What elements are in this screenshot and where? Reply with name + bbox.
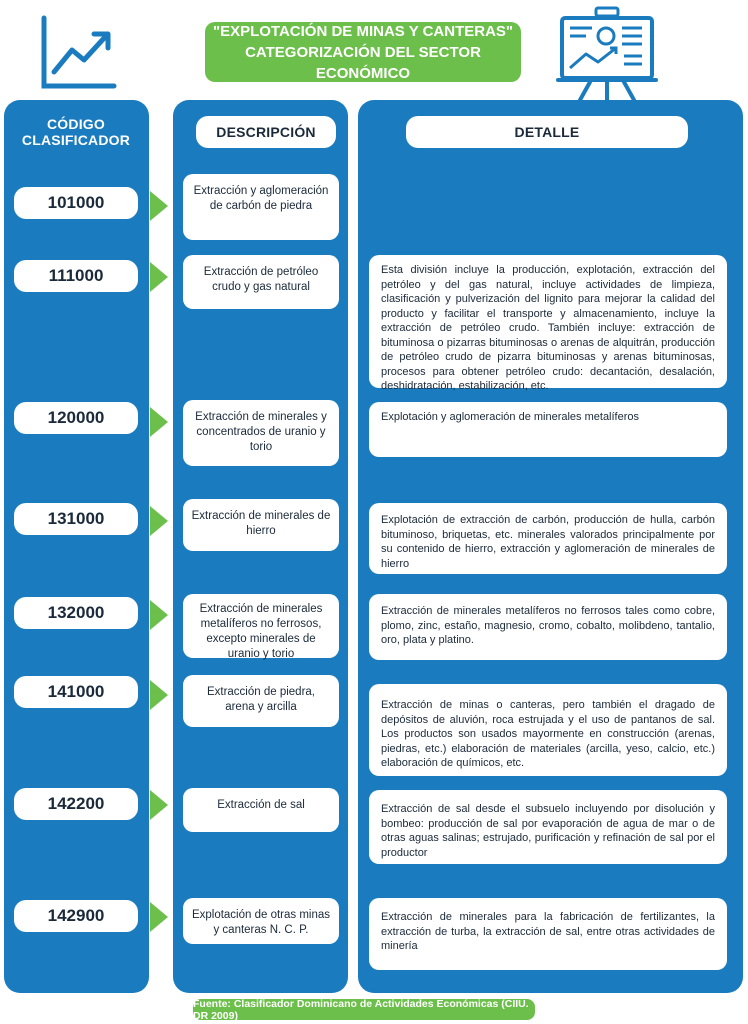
row-arrow	[150, 790, 168, 820]
code-142900: 142900	[14, 900, 138, 932]
code-141000: 141000	[14, 676, 138, 708]
title-line-2: CATEGORIZACIÓN DEL SECTOR ECONÓMICO	[245, 43, 481, 82]
description-142200: Extracción de sal	[183, 788, 339, 832]
source-footer: Fuente: Clasificador Dominicano de Actividades Económicas (CIIU. DR 2009)	[193, 999, 535, 1020]
detail-111000: Esta división incluye la producción, explotación, extracción del petróleo y del gas natural, incluye actividades de limpieza, clasificación y pulverización del lignito para mejorar la calidad del producto y facilitar el transporte y almacenamiento, incluye la extracción de petróleo crudo. También incluye: extracción de bituminosa o pizarras bituminosas o arenas de alquitrán, producción de petróleo crudo de pizarra bituminosas y arenas bituminosas, procesos para obtener petróleo crudo: decantación, desalación, deshidratación, estabilización, etc.	[369, 255, 727, 388]
description-header: DESCRIPCIÓN	[196, 116, 336, 148]
presentation-board-icon	[556, 6, 660, 102]
code-120000: 120000	[14, 402, 138, 434]
title-line-1: "EXPLOTACIÓN DE MINAS Y CANTERAS"	[212, 22, 514, 40]
page-title	[205, 22, 521, 82]
row-arrow	[150, 191, 168, 221]
detail-120000: Explotación y aglomeración de minerales metalíferos	[369, 402, 727, 457]
growth-chart-icon	[38, 14, 118, 92]
code-111000: 111000	[14, 260, 138, 292]
detail-header: DETALLE	[406, 116, 688, 148]
code-131000: 131000	[14, 503, 138, 535]
detail-132000: Extracción de minerales metalíferos no ferrosos tales como cobre, plomo, zinc, estaño, magnesio, cromo, cobalto, molibdeno, tantalio, oro, plata y platino.	[369, 594, 727, 660]
row-arrow	[150, 506, 168, 536]
description-132000: Extracción de minerales metalíferos no ferrosos, excepto minerales de uranio y torio	[183, 594, 339, 658]
row-arrow	[150, 680, 168, 710]
code-101000: 101000	[14, 187, 138, 219]
code-142200: 142200	[14, 788, 138, 820]
row-arrow	[150, 600, 168, 630]
code-column	[4, 100, 149, 993]
detail-142200: Extracción de sal desde el subsuelo incluyendo por disolución y bombeo: producción de sal por evaporación de agua de mar o de otras aguas salinas; estrujado, purificación y refinación de sal por el productor	[369, 790, 727, 864]
description-101000: Extracción y aglomeración de carbón de piedra	[183, 174, 339, 240]
detail-131000: Explotación de extracción de carbón, producción de hulla, carbón bituminoso, briquetas, etc. minerales valorados principalmente por su contenido de hierro, extracción y aglomeración de minerales de hierro	[369, 503, 727, 574]
row-arrow	[150, 262, 168, 292]
code-132000: 132000	[14, 597, 138, 629]
description-131000: Extracción de minerales de hierro	[183, 499, 339, 551]
code-header: CÓDIGO CLASIFICADOR	[21, 116, 131, 148]
description-142900: Explotación de otras minas y canteras N. C. P.	[183, 898, 339, 944]
description-120000: Extracción de minerales y concentrados de uranio y torio	[183, 400, 339, 466]
detail-142900: Extracción de minerales para la fabricación de fertilizantes, la extracción de turba, la extracción de sal, entre otras actividades de minería	[369, 898, 727, 970]
detail-141000: Extracción de minas o canteras, pero también el dragado de depósitos de aluvión, roca estrujada y el uso de pantanos de sal. Los productos son usados mayormente en construcción (arenas, piedras, etc.) elaboración de materiales (arcilla, yeso, calcio, etc.) elaboración de químicos, etc.	[369, 684, 727, 776]
description-111000: Extracción de petróleo crudo y gas natural	[183, 255, 339, 309]
description-141000: Extracción de piedra, arena y arcilla	[183, 675, 339, 727]
row-arrow	[150, 902, 168, 932]
row-arrow	[150, 407, 168, 437]
